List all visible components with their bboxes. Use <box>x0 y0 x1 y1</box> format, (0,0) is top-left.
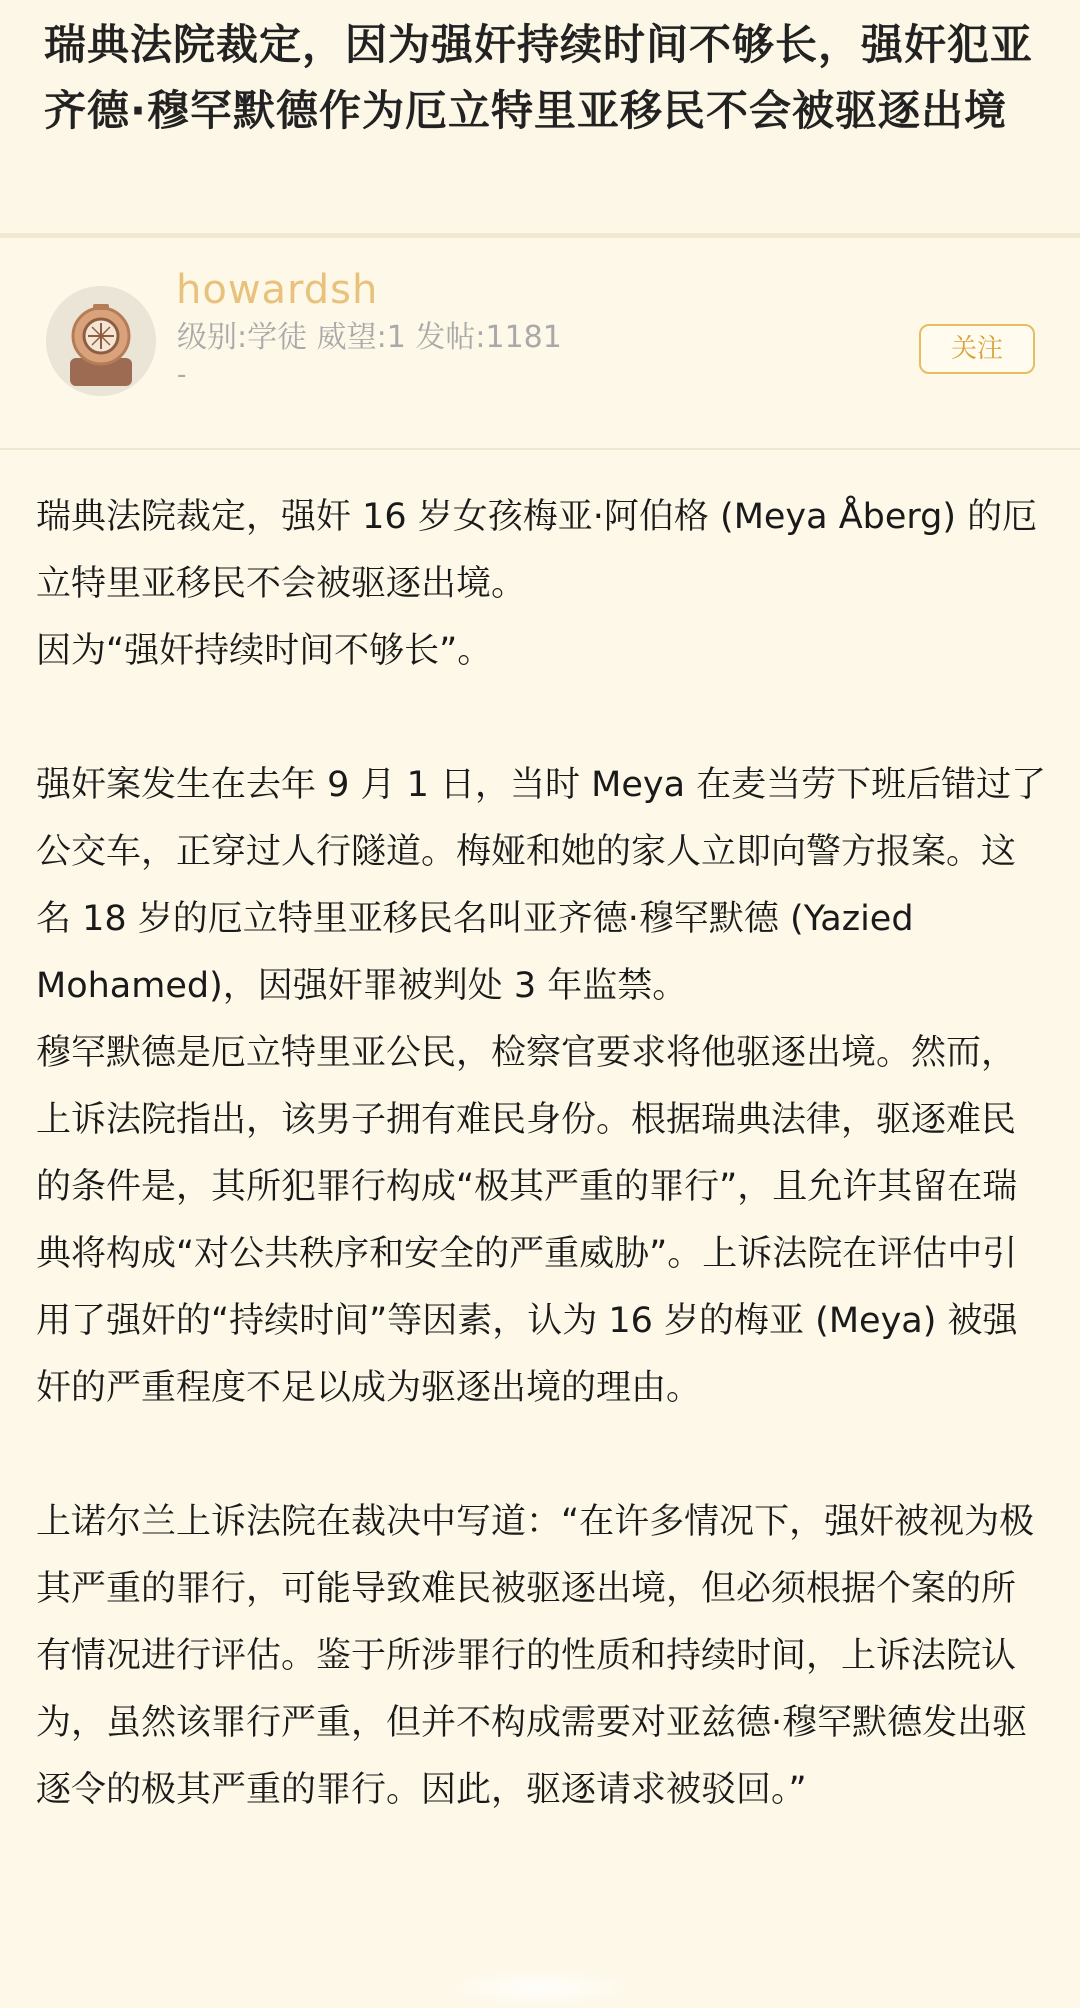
author-extra: - <box>177 360 187 390</box>
post-content <box>36 484 1048 1824</box>
paragraph: 瑞典法院裁定，强奸 16 岁女孩梅亚·阿伯格 (Meya Åberg) 的厄立特里亚移民不会被驱逐出境。 因为“强奸持续时间不够长”。 <box>36 497 1038 671</box>
title-bar <box>0 0 1080 233</box>
author-divider <box>0 448 1080 450</box>
diving-helmet-avatar-icon[interactable] <box>46 286 156 396</box>
post-title: 瑞典法院裁定，因为强奸持续时间不够长，强奸犯亚齐德·穆罕默德作为厄立特里亚移民不会被驱逐出境 <box>44 20 1034 135</box>
bottom-fade <box>440 1968 640 2008</box>
paragraph: 上诺尔兰上诉法院在裁决中写道：“在许多情况下，强奸被视为极其严重的罪行，可能导致难民被驱逐出境，但必须根据个案的所有情况进行评估。鉴于所涉罪行的性质和持续时间，上诉法院认为，虽然该罪行严重，但并不构成需要对亚兹德·穆罕默德发出驱逐令的极其严重的罪行。因此，驱逐请求被驳回。” <box>36 1502 1035 1810</box>
follow-button[interactable]: 关注 <box>919 324 1035 374</box>
author-username[interactable]: howardsh <box>176 267 379 313</box>
author-stats: 级别:学徒 威望:1 发帖:1181 <box>177 320 562 355</box>
paragraph: 强奸案发生在去年 9 月 1 日，当时 Meya 在麦当劳下班后错过了公交车，正穿过人行隧道。梅娅和她的家人立即向警方报案。这名 18 岁的厄立特里亚移民名叫亚齐德·穆罕默德 (Yazied Mohamed)，因强奸罪被判处 3 年监禁。 穆罕默德是厄立特里亚公民，检察官要求将他驱逐出境。然而，上诉法院指出，该男子拥有难民身份。根据瑞典法律，驱逐难民的条件是，其所犯罪行构成“极其严重的罪行”，且允许其留在瑞典将构成“对公共秩序和安全的严重威胁”。上诉法院在评估中引用了强奸的“持续时间”等因素，认为 16 岁的梅亚 (Meya) 被强奸的严重程度不足以成为驱逐出境的理由。 <box>36 765 1047 1408</box>
author-section <box>0 238 1080 448</box>
